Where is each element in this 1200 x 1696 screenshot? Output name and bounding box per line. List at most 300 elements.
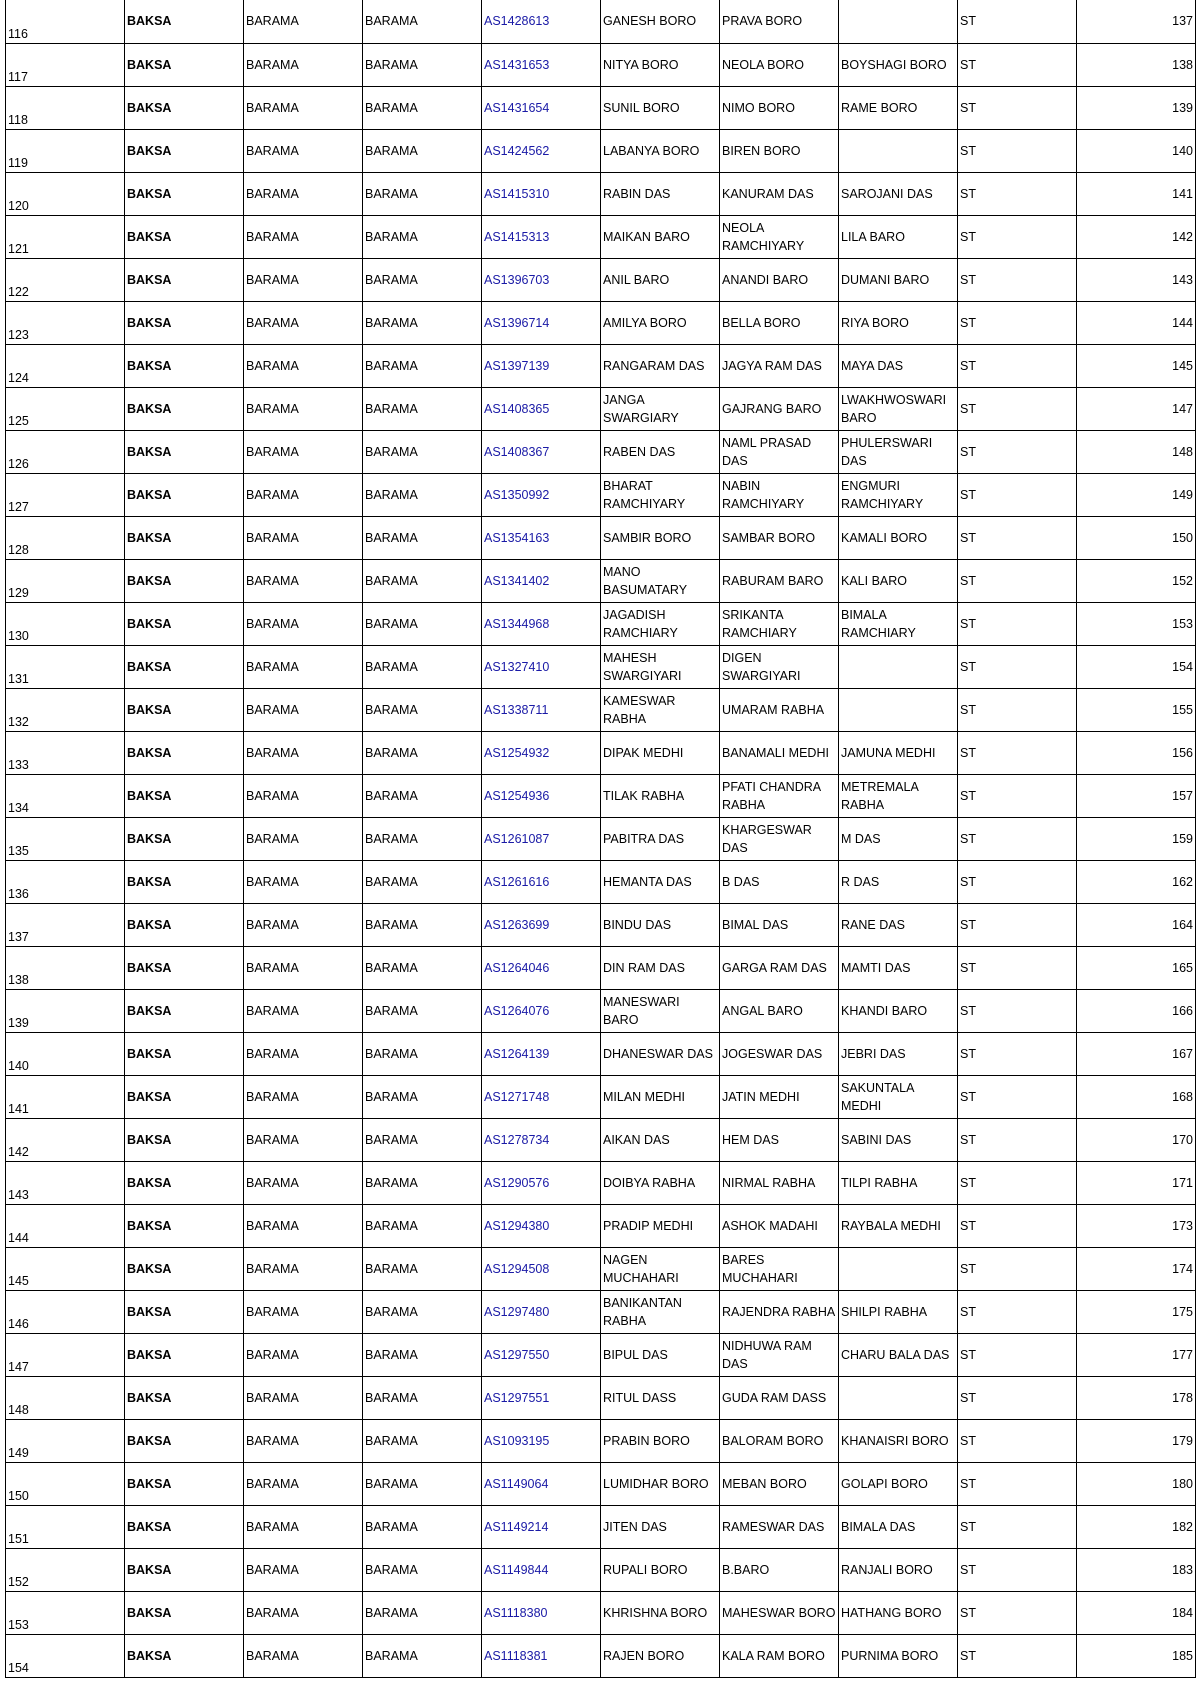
- serial-number-cell: 148: [6, 1376, 125, 1419]
- table-row: [6, 387, 1196, 430]
- gram-panchayat-cell: BARAMA: [363, 645, 482, 688]
- father-name-cell: RABURAM BARO: [720, 559, 839, 602]
- father-name-cell: GUDA RAM DASS: [720, 1376, 839, 1419]
- table-row: [6, 903, 1196, 946]
- block-cell: BARAMA: [244, 1505, 363, 1548]
- block-cell: BARAMA: [244, 172, 363, 215]
- table-row: [6, 86, 1196, 129]
- mother-name-cell: SABINI DAS: [839, 1118, 958, 1161]
- table-row: [6, 1032, 1196, 1075]
- registration-id-cell[interactable]: AS1254936: [482, 774, 601, 817]
- table-row: [6, 258, 1196, 301]
- beneficiary-name-cell: RABIN DAS: [601, 172, 720, 215]
- father-name-cell: BIREN BORO: [720, 129, 839, 172]
- serial-number-cell: 120: [6, 172, 125, 215]
- sequence-number-cell: 180: [1077, 1462, 1196, 1505]
- table-row: [6, 1247, 1196, 1290]
- district-cell: BAKSA: [125, 1247, 244, 1290]
- mother-name-cell: DUMANI BARO: [839, 258, 958, 301]
- table-row: [6, 559, 1196, 602]
- district-cell: BAKSA: [125, 516, 244, 559]
- gram-panchayat-cell: BARAMA: [363, 86, 482, 129]
- mother-name-cell: MAMTI DAS: [839, 946, 958, 989]
- beneficiary-name-cell: TILAK RABHA: [601, 774, 720, 817]
- registration-id-cell[interactable]: AS1149064: [482, 1462, 601, 1505]
- category-cell: ST: [958, 1462, 1077, 1505]
- mother-name-cell: METREMALA RABHA: [839, 774, 958, 817]
- category-cell: ST: [958, 1161, 1077, 1204]
- registration-id-cell[interactable]: AS1297480: [482, 1290, 601, 1333]
- mother-name-cell: BOYSHAGI BORO: [839, 43, 958, 86]
- mother-name-cell: MAYA DAS: [839, 344, 958, 387]
- district-cell: BAKSA: [125, 1118, 244, 1161]
- district-cell: BAKSA: [125, 989, 244, 1032]
- mother-name-cell: ENGMURI RAMCHIYARY: [839, 473, 958, 516]
- gram-panchayat-cell: BARAMA: [363, 602, 482, 645]
- father-name-cell: KANURAM DAS: [720, 172, 839, 215]
- beneficiary-name-cell: PRABIN BORO: [601, 1419, 720, 1462]
- beneficiary-name-cell: JANGA SWARGIARY: [601, 387, 720, 430]
- district-cell: BAKSA: [125, 774, 244, 817]
- father-name-cell: MAHESWAR BORO: [720, 1591, 839, 1634]
- block-cell: BARAMA: [244, 1118, 363, 1161]
- mother-name-cell: RANJALI BORO: [839, 1548, 958, 1591]
- table-row: [6, 774, 1196, 817]
- table-row: [6, 215, 1196, 258]
- registration-id-cell[interactable]: AS1327410: [482, 645, 601, 688]
- category-cell: ST: [958, 301, 1077, 344]
- gram-panchayat-cell: BARAMA: [363, 1032, 482, 1075]
- table-row: [6, 731, 1196, 774]
- sequence-number-cell: 157: [1077, 774, 1196, 817]
- beneficiary-name-cell: KHRISHNA BORO: [601, 1591, 720, 1634]
- block-cell: BARAMA: [244, 1204, 363, 1247]
- category-cell: ST: [958, 1118, 1077, 1161]
- category-cell: ST: [958, 860, 1077, 903]
- sequence-number-cell: 142: [1077, 215, 1196, 258]
- beneficiary-name-cell: PABITRA DAS: [601, 817, 720, 860]
- mother-name-cell: BIMALA RAMCHIARY: [839, 602, 958, 645]
- registration-id-cell[interactable]: AS1350992: [482, 473, 601, 516]
- block-cell: BARAMA: [244, 301, 363, 344]
- gram-panchayat-cell: BARAMA: [363, 1548, 482, 1591]
- beneficiary-name-cell: NITYA BORO: [601, 43, 720, 86]
- sequence-number-cell: 179: [1077, 1419, 1196, 1462]
- category-cell: ST: [958, 516, 1077, 559]
- sequence-number-cell: 144: [1077, 301, 1196, 344]
- beneficiary-name-cell: JITEN DAS: [601, 1505, 720, 1548]
- sequence-number-cell: 183: [1077, 1548, 1196, 1591]
- gram-panchayat-cell: BARAMA: [363, 1118, 482, 1161]
- registration-id-cell[interactable]: AS1294508: [482, 1247, 601, 1290]
- beneficiary-name-cell: DIN RAM DAS: [601, 946, 720, 989]
- serial-number-cell: 134: [6, 774, 125, 817]
- beneficiary-name-cell: MAHESH SWARGIYARI: [601, 645, 720, 688]
- beneficiary-name-cell: MANESWARI BARO: [601, 989, 720, 1032]
- registration-id-cell[interactable]: AS1278734: [482, 1118, 601, 1161]
- registration-id-cell[interactable]: AS1396714: [482, 301, 601, 344]
- table-row: [6, 860, 1196, 903]
- father-name-cell: B.BARO: [720, 1548, 839, 1591]
- gram-panchayat-cell: BARAMA: [363, 1290, 482, 1333]
- gram-panchayat-cell: BARAMA: [363, 1505, 482, 1548]
- mother-name-cell: [839, 0, 958, 43]
- mother-name-cell: SAROJANI DAS: [839, 172, 958, 215]
- father-name-cell: SRIKANTA RAMCHIARY: [720, 602, 839, 645]
- father-name-cell: B DAS: [720, 860, 839, 903]
- serial-number-cell: 117: [6, 43, 125, 86]
- table-row: [6, 430, 1196, 473]
- father-name-cell: JATIN MEDHI: [720, 1075, 839, 1118]
- serial-number-cell: 122: [6, 258, 125, 301]
- category-cell: ST: [958, 0, 1077, 43]
- sequence-number-cell: 182: [1077, 1505, 1196, 1548]
- table-row: [6, 1118, 1196, 1161]
- registration-id-cell[interactable]: AS1254932: [482, 731, 601, 774]
- gram-panchayat-cell: BARAMA: [363, 989, 482, 1032]
- district-cell: BAKSA: [125, 430, 244, 473]
- beneficiary-name-cell: GANESH BORO: [601, 0, 720, 43]
- gram-panchayat-cell: BARAMA: [363, 817, 482, 860]
- district-cell: BAKSA: [125, 1333, 244, 1376]
- father-name-cell: HEM DAS: [720, 1118, 839, 1161]
- block-cell: BARAMA: [244, 1419, 363, 1462]
- beneficiary-name-cell: RUPALI BORO: [601, 1548, 720, 1591]
- gram-panchayat-cell: BARAMA: [363, 516, 482, 559]
- sequence-number-cell: 149: [1077, 473, 1196, 516]
- table-row: [6, 0, 1196, 43]
- gram-panchayat-cell: BARAMA: [363, 1634, 482, 1677]
- block-cell: BARAMA: [244, 989, 363, 1032]
- block-cell: BARAMA: [244, 215, 363, 258]
- category-cell: ST: [958, 1591, 1077, 1634]
- category-cell: ST: [958, 344, 1077, 387]
- registration-id-cell[interactable]: AS1354163: [482, 516, 601, 559]
- gram-panchayat-cell: BARAMA: [363, 1419, 482, 1462]
- block-cell: BARAMA: [244, 602, 363, 645]
- registration-id-cell[interactable]: AS1338711: [482, 688, 601, 731]
- father-name-cell: ANGAL BARO: [720, 989, 839, 1032]
- serial-number-cell: 118: [6, 86, 125, 129]
- father-name-cell: GAJRANG BARO: [720, 387, 839, 430]
- registration-id-cell[interactable]: AS1408367: [482, 430, 601, 473]
- registration-id-cell[interactable]: AS1297550: [482, 1333, 601, 1376]
- gram-panchayat-cell: BARAMA: [363, 688, 482, 731]
- table-row: [6, 688, 1196, 731]
- table-row: [6, 1290, 1196, 1333]
- gram-panchayat-cell: BARAMA: [363, 473, 482, 516]
- category-cell: ST: [958, 129, 1077, 172]
- category-cell: ST: [958, 946, 1077, 989]
- block-cell: BARAMA: [244, 688, 363, 731]
- father-name-cell: NEOLA BORO: [720, 43, 839, 86]
- category-cell: ST: [958, 559, 1077, 602]
- mother-name-cell: KHANDI BARO: [839, 989, 958, 1032]
- block-cell: BARAMA: [244, 903, 363, 946]
- district-cell: BAKSA: [125, 215, 244, 258]
- serial-number-cell: 153: [6, 1591, 125, 1634]
- block-cell: BARAMA: [244, 344, 363, 387]
- registration-id-cell[interactable]: AS1264139: [482, 1032, 601, 1075]
- serial-number-cell: 135: [6, 817, 125, 860]
- mother-name-cell: SHILPI RABHA: [839, 1290, 958, 1333]
- sequence-number-cell: 150: [1077, 516, 1196, 559]
- father-name-cell: NIDHUWA RAM DAS: [720, 1333, 839, 1376]
- registration-id-cell[interactable]: AS1415313: [482, 215, 601, 258]
- registration-id-cell[interactable]: AS1297551: [482, 1376, 601, 1419]
- beneficiary-name-cell: ANIL BARO: [601, 258, 720, 301]
- block-cell: BARAMA: [244, 1290, 363, 1333]
- table-row: [6, 1376, 1196, 1419]
- serial-number-cell: 144: [6, 1204, 125, 1247]
- sequence-number-cell: 178: [1077, 1376, 1196, 1419]
- mother-name-cell: RIYA BORO: [839, 301, 958, 344]
- beneficiary-name-cell: BIPUL DAS: [601, 1333, 720, 1376]
- district-cell: BAKSA: [125, 946, 244, 989]
- serial-number-cell: 116: [6, 0, 125, 43]
- block-cell: BARAMA: [244, 1161, 363, 1204]
- district-cell: BAKSA: [125, 903, 244, 946]
- father-name-cell: NABIN RAMCHIYARY: [720, 473, 839, 516]
- sequence-number-cell: 140: [1077, 129, 1196, 172]
- block-cell: BARAMA: [244, 430, 363, 473]
- mother-name-cell: M DAS: [839, 817, 958, 860]
- sequence-number-cell: 137: [1077, 0, 1196, 43]
- mother-name-cell: TILPI RABHA: [839, 1161, 958, 1204]
- registration-id-cell[interactable]: AS1424562: [482, 129, 601, 172]
- gram-panchayat-cell: BARAMA: [363, 1591, 482, 1634]
- block-cell: BARAMA: [244, 1032, 363, 1075]
- registration-id-cell[interactable]: AS1093195: [482, 1419, 601, 1462]
- sequence-number-cell: 147: [1077, 387, 1196, 430]
- sequence-number-cell: 152: [1077, 559, 1196, 602]
- block-cell: BARAMA: [244, 1591, 363, 1634]
- district-cell: BAKSA: [125, 387, 244, 430]
- district-cell: BAKSA: [125, 473, 244, 516]
- district-cell: BAKSA: [125, 1075, 244, 1118]
- gram-panchayat-cell: BARAMA: [363, 1075, 482, 1118]
- district-cell: BAKSA: [125, 1634, 244, 1677]
- sequence-number-cell: 156: [1077, 731, 1196, 774]
- table-row: [6, 645, 1196, 688]
- table-row: [6, 129, 1196, 172]
- table-body: [6, 0, 1196, 1677]
- beneficiary-name-cell: RANGARAM DAS: [601, 344, 720, 387]
- block-cell: BARAMA: [244, 731, 363, 774]
- registration-id-cell[interactable]: AS1408365: [482, 387, 601, 430]
- registration-id-cell[interactable]: AS1431653: [482, 43, 601, 86]
- district-cell: BAKSA: [125, 0, 244, 43]
- category-cell: ST: [958, 1548, 1077, 1591]
- beneficiary-name-cell: DOIBYA RABHA: [601, 1161, 720, 1204]
- mother-name-cell: R DAS: [839, 860, 958, 903]
- category-cell: ST: [958, 1333, 1077, 1376]
- gram-panchayat-cell: BARAMA: [363, 129, 482, 172]
- block-cell: BARAMA: [244, 258, 363, 301]
- category-cell: ST: [958, 774, 1077, 817]
- registration-id-cell[interactable]: AS1290576: [482, 1161, 601, 1204]
- sequence-number-cell: 167: [1077, 1032, 1196, 1075]
- block-cell: BARAMA: [244, 1462, 363, 1505]
- father-name-cell: NAML PRASAD DAS: [720, 430, 839, 473]
- serial-number-cell: 147: [6, 1333, 125, 1376]
- category-cell: ST: [958, 1204, 1077, 1247]
- father-name-cell: BARES MUCHAHARI: [720, 1247, 839, 1290]
- table-row: [6, 1634, 1196, 1677]
- sequence-number-cell: 154: [1077, 645, 1196, 688]
- mother-name-cell: HATHANG BORO: [839, 1591, 958, 1634]
- registration-id-cell[interactable]: AS1428613: [482, 0, 601, 43]
- category-cell: ST: [958, 731, 1077, 774]
- registration-id-cell[interactable]: AS1261087: [482, 817, 601, 860]
- father-name-cell: KALA RAM BORO: [720, 1634, 839, 1677]
- mother-name-cell: [839, 129, 958, 172]
- mother-name-cell: JAMUNA MEDHI: [839, 731, 958, 774]
- registration-id-cell[interactable]: AS1263699: [482, 903, 601, 946]
- mother-name-cell: KHANAISRI BORO: [839, 1419, 958, 1462]
- gram-panchayat-cell: BARAMA: [363, 559, 482, 602]
- registration-id-cell[interactable]: AS1396703: [482, 258, 601, 301]
- registration-id-cell[interactable]: AS1341402: [482, 559, 601, 602]
- father-name-cell: JAGYA RAM DAS: [720, 344, 839, 387]
- district-cell: BAKSA: [125, 86, 244, 129]
- sequence-number-cell: 165: [1077, 946, 1196, 989]
- registration-id-cell[interactable]: AS1294380: [482, 1204, 601, 1247]
- serial-number-cell: 125: [6, 387, 125, 430]
- gram-panchayat-cell: BARAMA: [363, 903, 482, 946]
- father-name-cell: BELLA BORO: [720, 301, 839, 344]
- sequence-number-cell: 171: [1077, 1161, 1196, 1204]
- registration-id-cell[interactable]: AS1264076: [482, 989, 601, 1032]
- registration-id-cell[interactable]: AS1118381: [482, 1634, 601, 1677]
- beneficiary-name-cell: MILAN MEDHI: [601, 1075, 720, 1118]
- gram-panchayat-cell: BARAMA: [363, 1333, 482, 1376]
- mother-name-cell: KAMALI BORO: [839, 516, 958, 559]
- registration-id-cell[interactable]: AS1271748: [482, 1075, 601, 1118]
- beneficiary-name-cell: RAJEN BORO: [601, 1634, 720, 1677]
- registration-id-cell[interactable]: AS1344968: [482, 602, 601, 645]
- beneficiary-name-cell: PRADIP MEDHI: [601, 1204, 720, 1247]
- beneficiary-name-cell: BINDU DAS: [601, 903, 720, 946]
- sequence-number-cell: 138: [1077, 43, 1196, 86]
- mother-name-cell: LWAKHWOSWARI BARO: [839, 387, 958, 430]
- district-cell: BAKSA: [125, 301, 244, 344]
- district-cell: BAKSA: [125, 1161, 244, 1204]
- beneficiary-name-cell: MANO BASUMATARY: [601, 559, 720, 602]
- registration-id-cell[interactable]: AS1261616: [482, 860, 601, 903]
- sequence-number-cell: 166: [1077, 989, 1196, 1032]
- gram-panchayat-cell: BARAMA: [363, 731, 482, 774]
- mother-name-cell: [839, 645, 958, 688]
- beneficiary-name-cell: LUMIDHAR BORO: [601, 1462, 720, 1505]
- gram-panchayat-cell: BARAMA: [363, 43, 482, 86]
- gram-panchayat-cell: BARAMA: [363, 258, 482, 301]
- beneficiary-table: [5, 0, 1196, 1678]
- table-row: [6, 1075, 1196, 1118]
- father-name-cell: RAJENDRA RABHA: [720, 1290, 839, 1333]
- category-cell: ST: [958, 473, 1077, 516]
- district-cell: BAKSA: [125, 1376, 244, 1419]
- gram-panchayat-cell: BARAMA: [363, 774, 482, 817]
- father-name-cell: ASHOK MADAHI: [720, 1204, 839, 1247]
- sequence-number-cell: 177: [1077, 1333, 1196, 1376]
- gram-panchayat-cell: BARAMA: [363, 1204, 482, 1247]
- beneficiary-name-cell: KAMESWAR RABHA: [601, 688, 720, 731]
- registration-id-cell[interactable]: AS1149214: [482, 1505, 601, 1548]
- gram-panchayat-cell: BARAMA: [363, 1247, 482, 1290]
- gram-panchayat-cell: BARAMA: [363, 0, 482, 43]
- category-cell: ST: [958, 645, 1077, 688]
- district-cell: BAKSA: [125, 344, 244, 387]
- serial-number-cell: 143: [6, 1161, 125, 1204]
- block-cell: BARAMA: [244, 1333, 363, 1376]
- block-cell: BARAMA: [244, 645, 363, 688]
- father-name-cell: KHARGESWAR DAS: [720, 817, 839, 860]
- category-cell: ST: [958, 43, 1077, 86]
- serial-number-cell: 128: [6, 516, 125, 559]
- table-row: [6, 1419, 1196, 1462]
- district-cell: BAKSA: [125, 1505, 244, 1548]
- category-cell: ST: [958, 86, 1077, 129]
- father-name-cell: NIRMAL RABHA: [720, 1161, 839, 1204]
- sequence-number-cell: 174: [1077, 1247, 1196, 1290]
- father-name-cell: BALORAM BORO: [720, 1419, 839, 1462]
- district-cell: BAKSA: [125, 1032, 244, 1075]
- registration-id-cell[interactable]: AS1264046: [482, 946, 601, 989]
- mother-name-cell: [839, 688, 958, 731]
- table-row: [6, 1204, 1196, 1247]
- table-row: [6, 516, 1196, 559]
- category-cell: ST: [958, 215, 1077, 258]
- district-cell: BAKSA: [125, 1462, 244, 1505]
- district-cell: BAKSA: [125, 602, 244, 645]
- category-cell: ST: [958, 387, 1077, 430]
- father-name-cell: NEOLA RAMCHIYARY: [720, 215, 839, 258]
- father-name-cell: DIGEN SWARGIYARI: [720, 645, 839, 688]
- sequence-number-cell: 162: [1077, 860, 1196, 903]
- registration-id-cell[interactable]: AS1149844: [482, 1548, 601, 1591]
- mother-name-cell: CHARU BALA DAS: [839, 1333, 958, 1376]
- category-cell: ST: [958, 172, 1077, 215]
- sequence-number-cell: 148: [1077, 430, 1196, 473]
- district-cell: BAKSA: [125, 817, 244, 860]
- district-cell: BAKSA: [125, 860, 244, 903]
- serial-number-cell: 138: [6, 946, 125, 989]
- father-name-cell: JOGESWAR DAS: [720, 1032, 839, 1075]
- category-cell: ST: [958, 688, 1077, 731]
- mother-name-cell: LILA BARO: [839, 215, 958, 258]
- serial-number-cell: 123: [6, 301, 125, 344]
- table-row: [6, 301, 1196, 344]
- sequence-number-cell: 164: [1077, 903, 1196, 946]
- serial-number-cell: 142: [6, 1118, 125, 1161]
- gram-panchayat-cell: BARAMA: [363, 1376, 482, 1419]
- block-cell: BARAMA: [244, 559, 363, 602]
- serial-number-cell: 129: [6, 559, 125, 602]
- serial-number-cell: 121: [6, 215, 125, 258]
- father-name-cell: NIMO BORO: [720, 86, 839, 129]
- registration-id-cell[interactable]: AS1118380: [482, 1591, 601, 1634]
- table-row: [6, 43, 1196, 86]
- registration-id-cell[interactable]: AS1431654: [482, 86, 601, 129]
- registration-id-cell[interactable]: AS1397139: [482, 344, 601, 387]
- beneficiary-name-cell: MAIKAN BARO: [601, 215, 720, 258]
- registration-id-cell[interactable]: AS1415310: [482, 172, 601, 215]
- block-cell: BARAMA: [244, 817, 363, 860]
- category-cell: ST: [958, 1505, 1077, 1548]
- table-row: [6, 817, 1196, 860]
- serial-number-cell: 131: [6, 645, 125, 688]
